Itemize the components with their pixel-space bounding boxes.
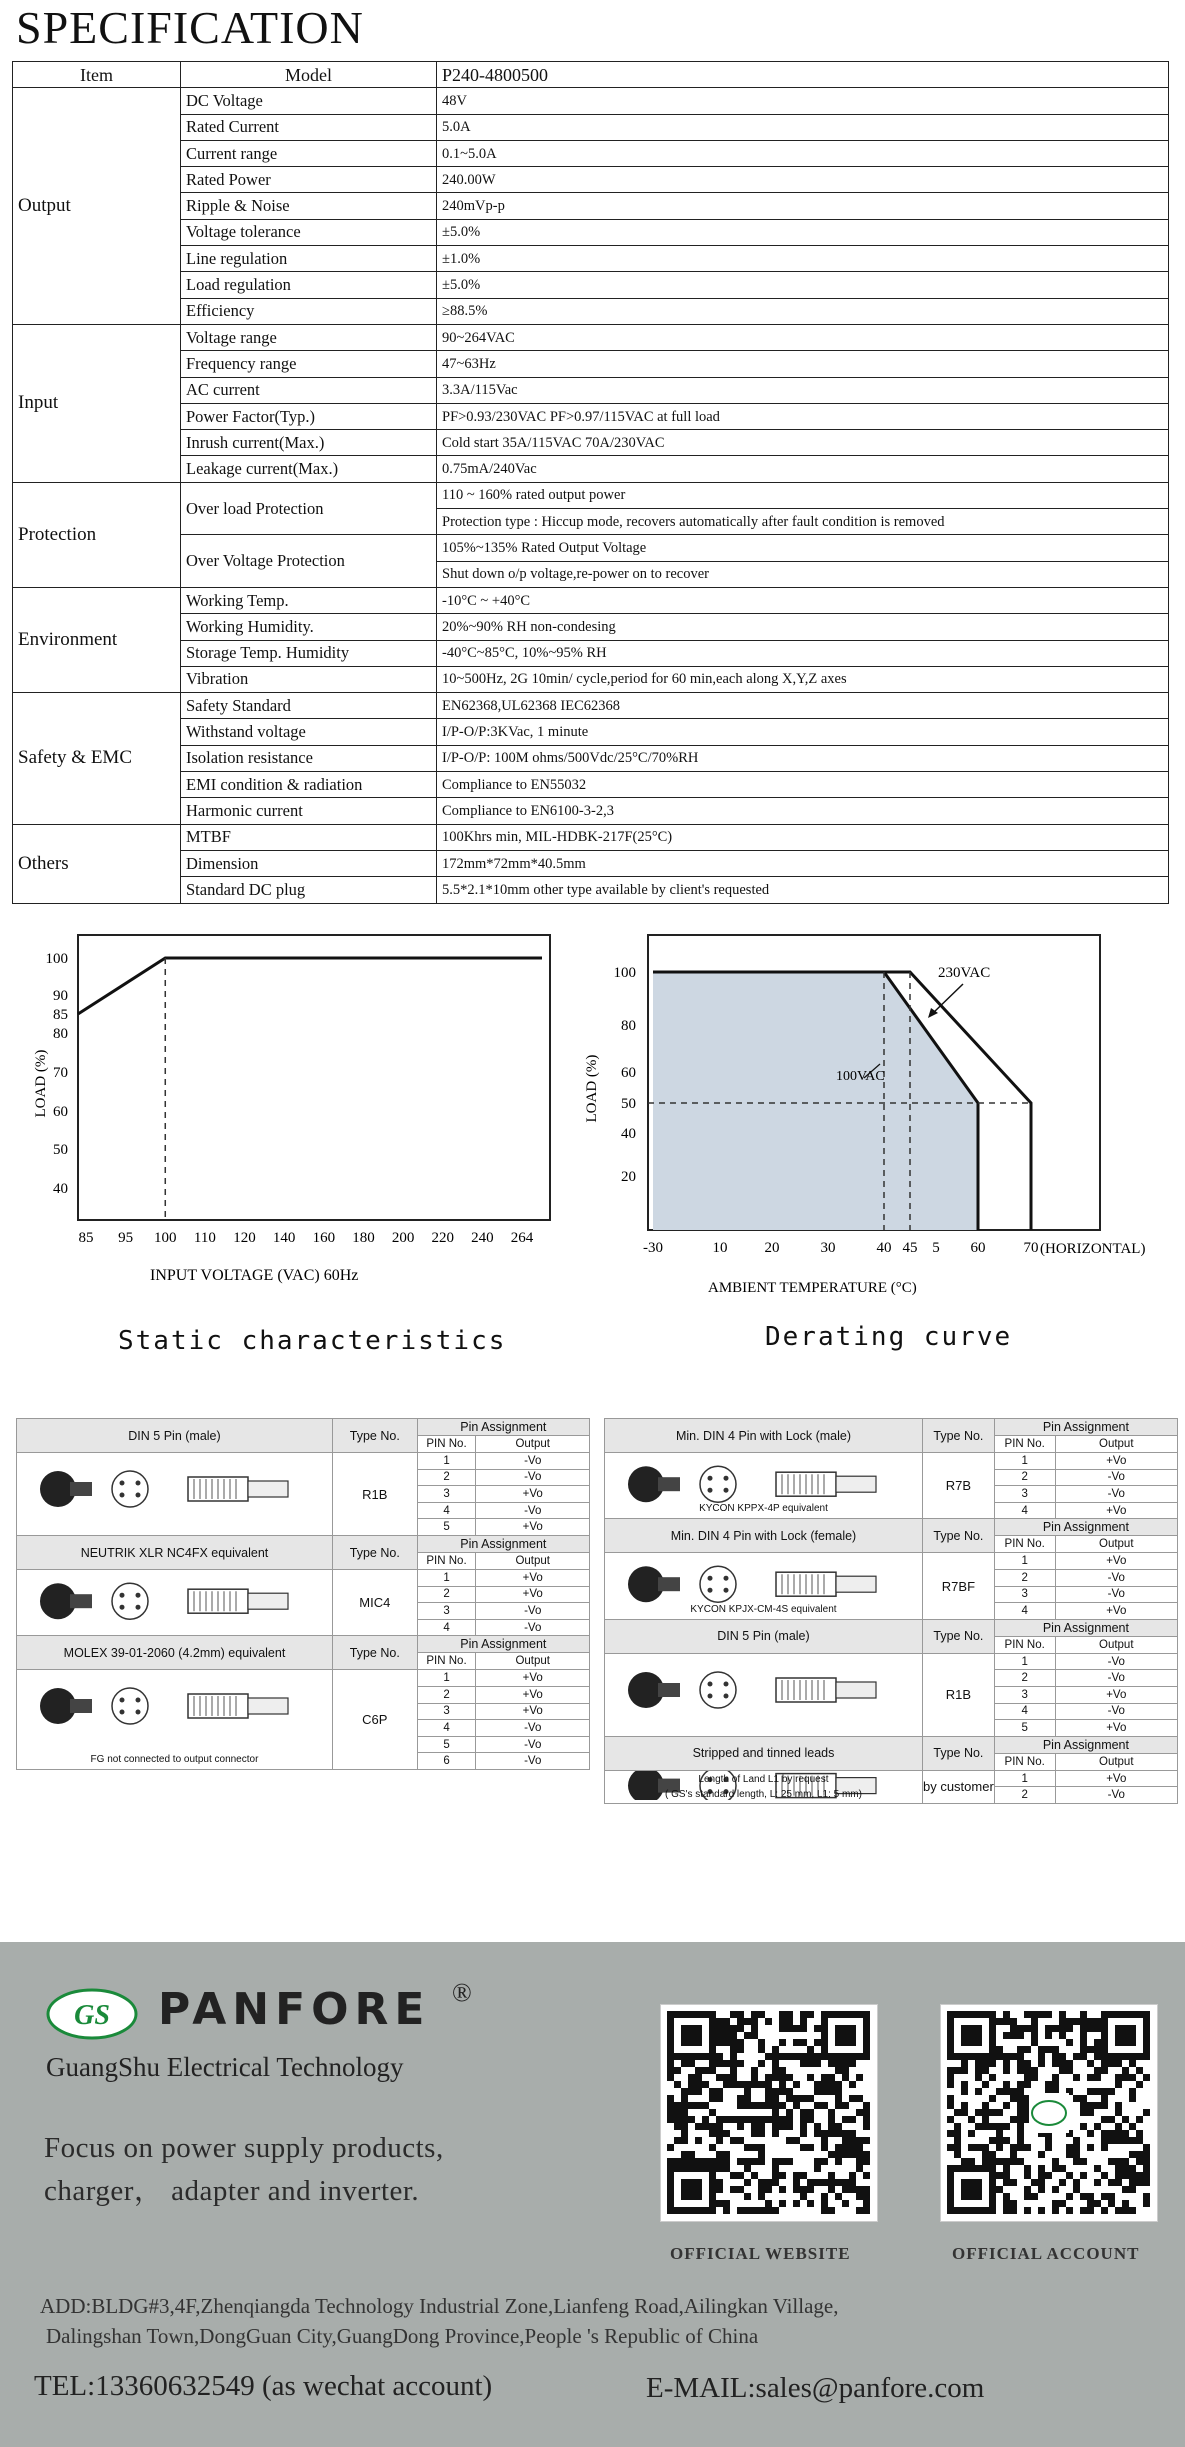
pin-assignment-header: Pin Assignment xyxy=(417,1536,589,1553)
derating-curve-chart xyxy=(570,920,1170,1320)
chart2-y-tick: 50 xyxy=(621,1096,636,1112)
pin-number: 5 xyxy=(417,1519,476,1536)
pin-section-title: DIN 5 Pin (male) xyxy=(17,1419,333,1453)
pin-output: -Vo xyxy=(1055,1486,1177,1503)
static-characteristics-chart xyxy=(20,920,580,1320)
gs-logo-icon xyxy=(44,1984,144,2044)
spec-category: Others xyxy=(13,824,181,903)
pin-output: +Vo xyxy=(1055,1553,1177,1570)
chart1-x-tick: 180 xyxy=(352,1230,375,1246)
chart1-ylabel: LOAD (%) xyxy=(33,1049,49,1118)
company-name: GuangShu Electrical Technology xyxy=(46,2052,404,2082)
pin-number: 5 xyxy=(417,1736,476,1753)
spec-value: ±5.0% xyxy=(437,272,1169,298)
pin-number: 1 xyxy=(417,1570,476,1587)
pin-number: 3 xyxy=(417,1703,476,1720)
pin-output: +Vo xyxy=(1055,1603,1177,1620)
header-model: Model xyxy=(181,62,437,88)
tagline-line2: charger， adapter and inverter. xyxy=(44,2175,420,2207)
spec-row xyxy=(13,88,1169,114)
connector-icon xyxy=(606,1654,920,1733)
chart2-x-tick: 45 xyxy=(902,1240,918,1256)
pin-output: -Vo xyxy=(1055,1653,1177,1670)
spec-param: Rated Power xyxy=(181,167,437,193)
spec-row xyxy=(13,167,1169,193)
spec-value: ±5.0% xyxy=(437,219,1169,245)
pin-output: -Vo xyxy=(1055,1670,1177,1687)
qr1-label: OFFICIAL WEBSITE xyxy=(670,2244,851,2263)
pin-output: -Vo xyxy=(476,1469,590,1486)
connector-icon xyxy=(18,1570,330,1632)
spec-value: 105%~135% Rated Output Voltage xyxy=(437,535,1169,561)
pin-row xyxy=(17,1453,590,1470)
spec-value: 172mm*72mm*40.5mm xyxy=(437,850,1169,876)
pin-assignment-header: Pin Assignment xyxy=(417,1636,589,1653)
chart2-ylabel: LOAD (%) xyxy=(584,1054,600,1123)
pin-no-header: PIN No. xyxy=(994,1636,1055,1653)
spec-value: 48V xyxy=(437,88,1169,114)
pin-number: 4 xyxy=(994,1603,1055,1620)
spec-value: 0.75mA/240Vac xyxy=(437,456,1169,482)
chart1-x-tick: 220 xyxy=(431,1230,454,1246)
pin-output: -Vo xyxy=(476,1453,590,1470)
type-no-value: C6P xyxy=(332,1670,417,1770)
spec-param: Vibration xyxy=(181,666,437,692)
website-qr-code[interactable] xyxy=(660,2004,878,2222)
spec-param: Efficiency xyxy=(181,298,437,324)
spec-param: Power Factor(Typ.) xyxy=(181,403,437,429)
chart2-x-tick: 70 xyxy=(1023,1240,1039,1256)
pin-number: 3 xyxy=(994,1486,1055,1503)
spec-value: 10~500Hz, 2G 10min/ cycle,period for 60 min,each along X,Y,Z axes xyxy=(437,666,1169,692)
spec-param: Isolation resistance xyxy=(181,745,437,771)
spec-value: Compliance to EN55032 xyxy=(437,772,1169,798)
chart1-y-tick: 40 xyxy=(53,1181,68,1197)
spec-param: EMI condition & radiation xyxy=(181,772,437,798)
pin-output: +Vo xyxy=(476,1670,590,1687)
spec-param: Working Humidity. xyxy=(181,614,437,640)
spec-value: I/P-O/P: 100M ohms/500Vdc/25°C/70%RH xyxy=(437,745,1169,771)
spec-value: 20%~90% RH non-condesing xyxy=(437,614,1169,640)
pin-number: 4 xyxy=(417,1619,476,1636)
type-no-value: MIC4 xyxy=(332,1570,417,1636)
spec-category: Safety & EMC xyxy=(13,693,181,824)
pin-row xyxy=(605,1453,1178,1470)
pin-no-header: PIN No. xyxy=(417,1553,476,1570)
chart1-y-tick: 80 xyxy=(53,1026,68,1042)
spec-category: Protection xyxy=(13,482,181,587)
pin-output: +Vo xyxy=(476,1586,590,1603)
spec-value: EN62368,UL62368 IEC62368 xyxy=(437,693,1169,719)
spec-value: -40°C~85°C, 10%~95% RH xyxy=(437,640,1169,666)
spec-value: Shut down o/p voltage,re-power on to recover xyxy=(437,561,1169,587)
pin-section-title: Stripped and tinned leads xyxy=(605,1736,923,1770)
chart1-x-tick: 160 xyxy=(312,1230,336,1246)
pin-number: 1 xyxy=(994,1770,1055,1787)
pin-number: 5 xyxy=(994,1720,1055,1737)
pin-output: +Vo xyxy=(1055,1686,1177,1703)
spec-value: 240.00W xyxy=(437,167,1169,193)
type-no-value: by customer xyxy=(922,1770,994,1803)
spec-category: Input xyxy=(13,324,181,482)
spec-value: PF>0.93/230VAC PF>0.97/115VAC at full load xyxy=(437,403,1169,429)
pin-assignment-header: Pin Assignment xyxy=(994,1519,1177,1536)
output-header: Output xyxy=(1055,1436,1177,1453)
chart2-230vac-label: 230VAC xyxy=(938,965,991,981)
pin-number: 2 xyxy=(417,1469,476,1486)
pin-section-title: Min. DIN 4 Pin with Lock (female) xyxy=(605,1519,923,1553)
spec-row xyxy=(13,246,1169,272)
spec-row xyxy=(13,772,1169,798)
pin-number: 1 xyxy=(994,1653,1055,1670)
type-no-value: R1B xyxy=(332,1453,417,1536)
pin-assignment-header: Pin Assignment xyxy=(994,1619,1177,1636)
pin-row xyxy=(605,1553,1178,1570)
spec-value: -10°C ~ +40°C xyxy=(437,587,1169,613)
registered-mark: ® xyxy=(452,1978,472,2007)
pin-number: 2 xyxy=(994,1670,1055,1687)
chart2-y-tick: 60 xyxy=(621,1065,636,1081)
spec-param: Standard DC plug xyxy=(181,877,437,903)
pin-number: 2 xyxy=(417,1686,476,1703)
pin-output: -Vo xyxy=(1055,1703,1177,1720)
output-header: Output xyxy=(476,1653,590,1670)
spec-row xyxy=(13,140,1169,166)
spec-category: Environment xyxy=(13,587,181,692)
connector-illustration xyxy=(605,1553,923,1619)
spec-row xyxy=(13,403,1169,429)
chart1-y-tick: 90 xyxy=(53,988,68,1004)
type-no-value: R1B xyxy=(922,1653,994,1736)
chart2-x-tick: -30 xyxy=(643,1240,663,1256)
spec-param: Rated Current xyxy=(181,114,437,140)
pin-no-header: PIN No. xyxy=(417,1653,476,1670)
spec-value: 5.5*2.1*10mm other type available by client's requested xyxy=(437,877,1169,903)
chart2-x-tick: 30 xyxy=(820,1240,836,1256)
chart1-x-tick: 120 xyxy=(233,1230,256,1246)
pin-section-title: DIN 5 Pin (male) xyxy=(605,1619,923,1653)
spec-param: Storage Temp. Humidity xyxy=(181,640,437,666)
account-qr-code[interactable] xyxy=(940,2004,1158,2222)
chart2-y-tick: 100 xyxy=(613,965,636,981)
chart2-x-tick: 40 xyxy=(876,1240,892,1256)
pin-number: 1 xyxy=(417,1453,476,1470)
pin-output: -Vo xyxy=(476,1720,590,1737)
spec-row xyxy=(13,614,1169,640)
connector-icon xyxy=(18,1670,330,1766)
spec-param: Safety Standard xyxy=(181,693,437,719)
type-no-header: Type No. xyxy=(332,1636,417,1670)
pin-output: +Vo xyxy=(1055,1502,1177,1519)
connector-illustration xyxy=(605,1770,923,1803)
pin-number: 4 xyxy=(417,1720,476,1737)
pin-section-title: MOLEX 39-01-2060 (4.2mm) equivalent xyxy=(17,1636,333,1670)
pin-number: 2 xyxy=(994,1787,1055,1804)
pin-section-title: Min. DIN 4 Pin with Lock (male) xyxy=(605,1419,923,1453)
pin-number: 2 xyxy=(994,1569,1055,1586)
telephone[interactable]: TEL:13360632549 (as wechat account) xyxy=(34,2370,493,2402)
tagline-line1: Focus on power supply products, xyxy=(44,2132,444,2164)
output-header: Output xyxy=(476,1553,590,1570)
spec-header-row xyxy=(13,62,1169,88)
type-no-header: Type No. xyxy=(922,1419,994,1453)
spec-row xyxy=(13,824,1169,850)
pin-row xyxy=(605,1770,1178,1787)
output-header: Output xyxy=(1055,1636,1177,1653)
spec-param: Load regulation xyxy=(181,272,437,298)
spec-row xyxy=(13,324,1169,350)
chart1-y-tick: 50 xyxy=(53,1142,68,1158)
type-no-header: Type No. xyxy=(922,1736,994,1770)
svg-text:GS: GS xyxy=(74,2000,110,2031)
spec-row xyxy=(13,193,1169,219)
pin-output: -Vo xyxy=(476,1619,590,1636)
connector-icon xyxy=(18,1453,330,1532)
pin-row xyxy=(17,1670,590,1687)
spec-row xyxy=(13,114,1169,140)
pin-number: 2 xyxy=(417,1586,476,1603)
spec-row xyxy=(13,719,1169,745)
spec-value: 3.3A/115Vac xyxy=(437,377,1169,403)
spec-row xyxy=(13,482,1169,508)
pin-output: -Vo xyxy=(1055,1569,1177,1586)
chart2-y-tick: 20 xyxy=(621,1169,636,1185)
spec-row xyxy=(13,535,1169,561)
chart1-xlabel: INPUT VOLTAGE (VAC) 60Hz xyxy=(150,1267,359,1284)
spec-param: MTBF xyxy=(181,824,437,850)
spec-param: Inrush current(Max.) xyxy=(181,430,437,456)
chart1-x-tick: 95 xyxy=(118,1230,134,1246)
spec-row xyxy=(13,219,1169,245)
spec-row xyxy=(13,587,1169,613)
connector-illustration xyxy=(17,1453,333,1536)
type-no-header: Type No. xyxy=(922,1519,994,1553)
spec-value: I/P-O/P:3KVac, 1 minute xyxy=(437,719,1169,745)
pin-output: -Vo xyxy=(476,1753,590,1770)
chart1-caption: Static characteristics xyxy=(118,1326,507,1356)
pin-row xyxy=(17,1570,590,1587)
pin-assignment-header: Pin Assignment xyxy=(994,1736,1177,1753)
pin-output: -Vo xyxy=(476,1736,590,1753)
spec-param: AC current xyxy=(181,377,437,403)
pin-output: -Vo xyxy=(1055,1586,1177,1603)
spec-row xyxy=(13,850,1169,876)
chart1-y-tick: 85 xyxy=(53,1007,68,1023)
spec-table xyxy=(12,61,1169,904)
pin-number: 4 xyxy=(994,1502,1055,1519)
qr2-label: OFFICIAL ACCOUNT xyxy=(952,2244,1140,2263)
connector-illustration xyxy=(17,1570,333,1636)
brand-name: PANFORE xyxy=(158,1984,431,2035)
connector-note: Length of Land L1 by request xyxy=(698,1773,829,1785)
spec-param: Harmonic current xyxy=(181,798,437,824)
spec-param: Dimension xyxy=(181,850,437,876)
chart1-frame xyxy=(78,935,550,1220)
pin-number: 3 xyxy=(994,1686,1055,1703)
pin-output: +Vo xyxy=(1055,1770,1177,1787)
spec-value: Protection type : Hiccup mode, recovers automatically after fault condition is removed xyxy=(437,509,1169,535)
pin-number: 1 xyxy=(417,1670,476,1687)
chart2-x-tick: 60 xyxy=(970,1240,986,1256)
spec-row xyxy=(13,430,1169,456)
pin-output: -Vo xyxy=(1055,1469,1177,1486)
pin-section-title: NEUTRIK XLR NC4FX equivalent xyxy=(17,1536,333,1570)
spec-param: Line regulation xyxy=(181,246,437,272)
spec-row xyxy=(13,745,1169,771)
type-no-header: Type No. xyxy=(922,1619,994,1653)
spec-param: DC Voltage xyxy=(181,88,437,114)
spec-row xyxy=(13,272,1169,298)
connector-illustration xyxy=(605,1453,923,1519)
spec-value: Compliance to EN6100-3-2,3 xyxy=(437,798,1169,824)
pin-output: +Vo xyxy=(476,1686,590,1703)
address-line2: Dalingshan Town,DongGuan City,GuangDong Province,People 's Republic of China xyxy=(46,2324,759,2348)
page-title: SPECIFICATION xyxy=(16,2,364,53)
chart1-x-tick: 264 xyxy=(510,1230,534,1246)
chart2-100vac-label: 100VAC xyxy=(836,1069,885,1084)
header-item: Item xyxy=(13,62,181,88)
spec-param: Voltage tolerance xyxy=(181,219,437,245)
spec-category: Output xyxy=(13,88,181,325)
pin-number: 3 xyxy=(994,1586,1055,1603)
spec-value: 240mVp-p xyxy=(437,193,1169,219)
address-line1: ADD:BLDG#3,4F,Zhenqiangda Technology Industrial Zone,Lianfeng Road,Ailingkan Village, xyxy=(40,2294,839,2318)
connector-illustration xyxy=(17,1670,333,1770)
pin-output: +Vo xyxy=(476,1570,590,1587)
spec-param: Ripple & Noise xyxy=(181,193,437,219)
spec-param: Working Temp. xyxy=(181,587,437,613)
output-header: Output xyxy=(476,1436,590,1453)
spec-row xyxy=(13,693,1169,719)
connector-note: KYCON KPJX-CM-4S equivalent xyxy=(690,1603,837,1615)
pin-number: 6 xyxy=(417,1753,476,1770)
email-link[interactable]: E-MAIL:sales@panfore.com xyxy=(646,2372,985,2404)
chart1-x-tick: 100 xyxy=(154,1230,177,1246)
pin-row xyxy=(605,1653,1178,1670)
spec-value: 0.1~5.0A xyxy=(437,140,1169,166)
spec-value: 100Khrs min, MIL-HDBK-217F(25°C) xyxy=(437,824,1169,850)
spec-param: Frequency range xyxy=(181,351,437,377)
chart2-100vac-area xyxy=(653,972,978,1230)
chart1-x-tick: 110 xyxy=(193,1230,216,1246)
chart1-y-tick: 100 xyxy=(45,951,68,967)
spec-row xyxy=(13,640,1169,666)
pin-assignment-header: Pin Assignment xyxy=(417,1419,589,1436)
chart1-x-tick: 200 xyxy=(391,1230,415,1246)
spec-row xyxy=(13,351,1169,377)
chart2-xlabel: AMBIENT TEMPERATURE (°C) xyxy=(708,1280,917,1296)
chart2-caption: Derating curve xyxy=(765,1322,1013,1352)
connector-note: KYCON KPPX-4P equivalent xyxy=(699,1503,828,1515)
chart2-y-tick: 80 xyxy=(621,1018,636,1034)
pin-output: +Vo xyxy=(476,1486,590,1503)
pin-output: +Vo xyxy=(1055,1720,1177,1737)
spec-row xyxy=(13,456,1169,482)
spec-value: 90~264VAC xyxy=(437,324,1169,350)
spec-param: Over Voltage Protection xyxy=(181,535,437,588)
type-no-value: R7BF xyxy=(922,1553,994,1619)
chart2-x-note: (HORIZONTAL) xyxy=(1040,1241,1146,1257)
pin-output: -Vo xyxy=(476,1502,590,1519)
type-no-header: Type No. xyxy=(332,1419,417,1453)
pin-number: 1 xyxy=(994,1553,1055,1570)
spec-value: ≥88.5% xyxy=(437,298,1169,324)
chart2-x-tick: 20 xyxy=(764,1240,780,1256)
pin-no-header: PIN No. xyxy=(994,1436,1055,1453)
pin-number: 1 xyxy=(994,1453,1055,1470)
connector-note: FG not connected to output connector xyxy=(90,1753,259,1765)
spec-param: Current range xyxy=(181,140,437,166)
pin-no-header: PIN No. xyxy=(994,1536,1055,1553)
pin-number: 4 xyxy=(994,1703,1055,1720)
spec-row xyxy=(13,298,1169,324)
pin-output: +Vo xyxy=(476,1519,590,1536)
pin-no-header: PIN No. xyxy=(417,1436,476,1453)
chart1-y-tick: 60 xyxy=(53,1104,68,1120)
spec-param: Leakage current(Max.) xyxy=(181,456,437,482)
output-header: Output xyxy=(1055,1753,1177,1770)
chart1-series-line xyxy=(78,958,542,1014)
pin-output: -Vo xyxy=(1055,1787,1177,1804)
pin-no-header: PIN No. xyxy=(994,1753,1055,1770)
company-footer xyxy=(0,1942,1185,2447)
pin-assignment-header: Pin Assignment xyxy=(994,1419,1177,1436)
chart2-x-tick: 5 xyxy=(932,1240,940,1256)
chart2-y-tick: 40 xyxy=(621,1126,636,1142)
spec-param: Withstand voltage xyxy=(181,719,437,745)
pin-number: 4 xyxy=(417,1502,476,1519)
header-model-value: P240-4800500 xyxy=(437,62,1169,88)
chart1-x-tick: 140 xyxy=(272,1230,296,1246)
pin-output: +Vo xyxy=(476,1703,590,1720)
type-no-header: Type No. xyxy=(332,1536,417,1570)
spec-value: 47~63Hz xyxy=(437,351,1169,377)
spec-value: Cold start 35A/115VAC 70A/230VAC xyxy=(437,430,1169,456)
connector-note2: ( GS's standard length, L: 25 mm, L1: 5 mm) xyxy=(664,1788,862,1800)
output-header: Output xyxy=(1055,1536,1177,1553)
chart2-x-tick: 10 xyxy=(712,1240,728,1256)
spec-param: Over load Protection xyxy=(181,482,437,535)
spec-param: Voltage range xyxy=(181,324,437,350)
pin-output: +Vo xyxy=(1055,1453,1177,1470)
chart1-y-tick: 70 xyxy=(53,1065,68,1081)
spec-value: 5.0A xyxy=(437,114,1169,140)
spec-row xyxy=(13,377,1169,403)
connector-illustration xyxy=(605,1653,923,1736)
spec-value: 110 ~ 160% rated output power xyxy=(437,482,1169,508)
chart1-x-tick: 240 xyxy=(471,1230,494,1246)
pin-number: 2 xyxy=(994,1469,1055,1486)
chart1-x-tick: 85 xyxy=(78,1230,94,1246)
pin-number: 3 xyxy=(417,1603,476,1620)
spec-row xyxy=(13,666,1169,692)
pin-number: 3 xyxy=(417,1486,476,1503)
pin-output: -Vo xyxy=(476,1603,590,1620)
spec-row xyxy=(13,877,1169,903)
type-no-value: R7B xyxy=(922,1453,994,1519)
spec-value: ±1.0% xyxy=(437,246,1169,272)
spec-row xyxy=(13,798,1169,824)
